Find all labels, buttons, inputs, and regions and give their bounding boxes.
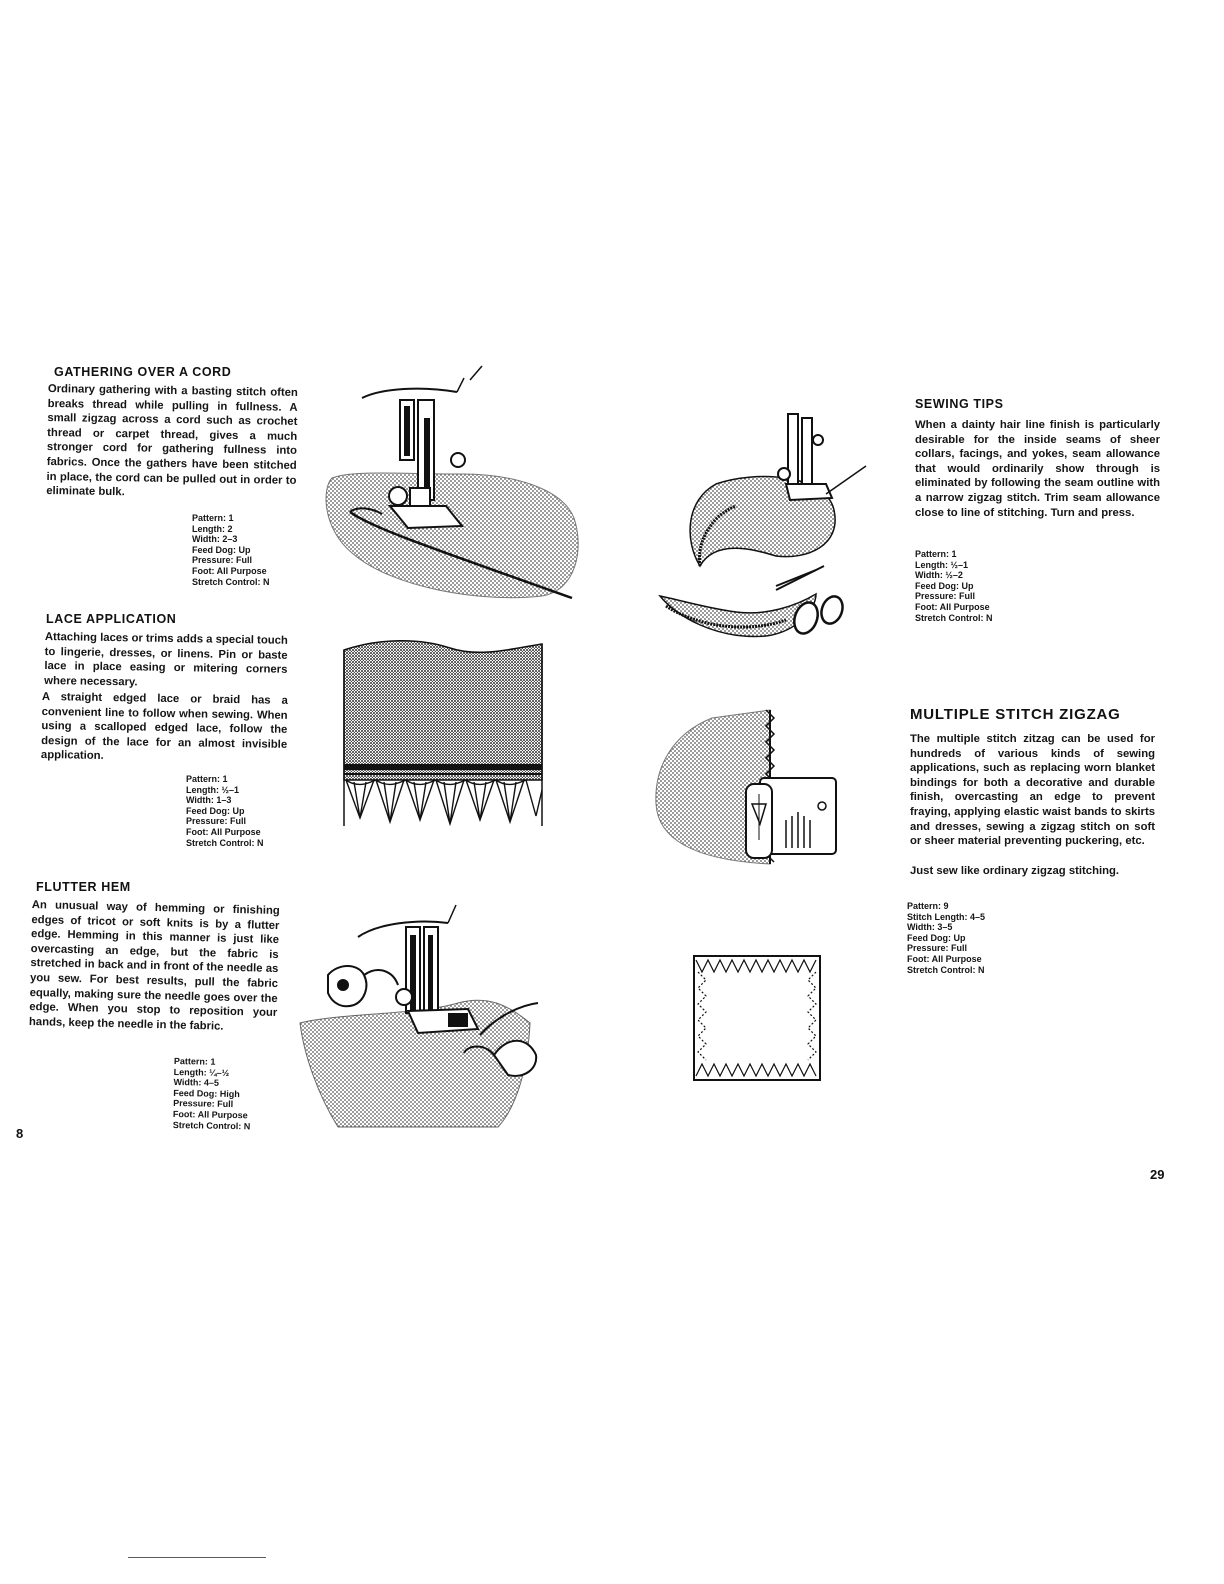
collar-scissors-icon bbox=[656, 410, 868, 656]
multiple-zigzag-settings bbox=[907, 901, 985, 975]
setting-foot: Foot: All Purpose bbox=[907, 953, 982, 964]
setting-width: Width: 1–3 bbox=[186, 795, 232, 806]
setting-stretch-control: Stretch Control: N bbox=[172, 1119, 251, 1131]
setting-stretch-control: Stretch Control: N bbox=[192, 576, 270, 587]
foot-overcast-edge-icon bbox=[652, 708, 842, 868]
gathering-body: Ordinary gathering with a basting stitch often breaks thread while pulling in fullness. A small zigzag across a cord such as crochet thread or carpet thread, gives a much stronger cord for gathering fullness into fabrics. Once the gathers have been stitched in place, the cord can be pulled out in order to eliminate bulk. bbox=[46, 382, 298, 499]
gathering-heading: GATHERING OVER A CORD bbox=[54, 365, 232, 379]
setting-feed-dog: Feed Dog: Up bbox=[907, 932, 966, 943]
sewing-tips-settings bbox=[915, 549, 993, 623]
setting-pressure: Pressure: Full bbox=[192, 555, 253, 566]
sewing-machine-foot-cord-icon bbox=[312, 378, 584, 604]
setting-foot: Foot: All Purpose bbox=[192, 565, 267, 576]
multiple-zigzag-body: The multiple stitch zitzag can be used for hundreds of various kinds of sewing applications, such as replacing worn blanket bindings for both a decorative and durable finish, overcasting an edge to prevent fraying, applying elastic waist bands to skirts and dresses, sewing a zigzag stitch on soft or sheer material preventing puckering, etc. bbox=[910, 733, 1155, 848]
lace-body-2: A straight edged lace or braid has a convenient line to follow when sewing. When using a scalloped edged lace, follow the design of the lace for an almost invisible application. bbox=[40, 690, 288, 763]
hands-fabric-machine-icon bbox=[298, 905, 538, 1127]
setting-foot: Foot: All Purpose bbox=[915, 601, 990, 612]
setting-length: Length: ½–1 bbox=[915, 559, 969, 570]
zigzag-square-icon bbox=[690, 952, 824, 1086]
setting-stretch-control: Stretch Control: N bbox=[186, 837, 264, 848]
lace-trim-icon bbox=[340, 640, 546, 830]
flutter-body: An unusual way of hemming or finishing edges of tricot or soft knits is by a flutter edge. Hemming in this manner is just like overcasting an edge, but the fabric is stretched in back and in front of the needle as you sew. For best results, pull the fabric equally, making sure the needle goes over the edge. When you stop to reposition your hands, keep the needle in the fabric. bbox=[28, 898, 280, 1033]
setting-pattern: Pattern: 1 bbox=[173, 1056, 216, 1067]
setting-pattern: Pattern: 9 bbox=[907, 901, 949, 911]
setting-feed-dog: Feed Dog: Up bbox=[192, 544, 251, 555]
setting-length: Length: ½–1 bbox=[186, 784, 240, 795]
sewing-tips-body: When a dainty hair line finish is particularly desirable for the inside seams of sheer collars, facings, and yokes, seam allowance that would ordinarily show through is eliminated by following the seam outline with a narrow zigzag stitch. Trim seam allowance close to line of stitching. Turn and press. bbox=[915, 419, 1160, 519]
setting-foot: Foot: All Purpose bbox=[172, 1108, 248, 1121]
setting-pressure: Pressure: Full bbox=[186, 816, 247, 827]
setting-feed-dog: Feed Dog: Up bbox=[915, 580, 974, 591]
setting-width: Width: 2–3 bbox=[192, 534, 238, 545]
flutter-settings bbox=[173, 1056, 252, 1131]
setting-feed-dog: Feed Dog: Up bbox=[186, 805, 245, 816]
setting-width: Width: ½–2 bbox=[915, 570, 963, 581]
setting-feed-dog: Feed Dog: High bbox=[173, 1087, 240, 1099]
setting-stretch-control: Stretch Control: N bbox=[907, 964, 985, 975]
setting-pattern: Pattern: 1 bbox=[186, 774, 228, 784]
flutter-heading: FLUTTER HEM bbox=[36, 880, 131, 894]
setting-length: Length: 2 bbox=[192, 523, 233, 534]
page-number-right: 29 bbox=[1150, 1167, 1165, 1182]
setting-foot: Foot: All Purpose bbox=[186, 826, 261, 837]
setting-pressure: Pressure: Full bbox=[173, 1098, 234, 1110]
sewing-tips-heading: SEWING TIPS bbox=[915, 397, 1004, 411]
setting-width: Width: 4–5 bbox=[173, 1077, 220, 1088]
setting-pattern: Pattern: 1 bbox=[915, 549, 957, 559]
gathering-settings bbox=[192, 513, 270, 587]
setting-stretch-control: Stretch Control: N bbox=[915, 612, 993, 623]
setting-pressure: Pressure: Full bbox=[915, 591, 976, 602]
setting-width: Width: 3–5 bbox=[907, 922, 953, 933]
setting-stitch-length: Stitch Length: 4–5 bbox=[907, 911, 986, 922]
page-number-left: 8 bbox=[16, 1126, 24, 1141]
lace-settings bbox=[186, 774, 264, 848]
footer-rule bbox=[128, 1557, 266, 1558]
setting-length: Length: ¼–½ bbox=[173, 1066, 230, 1078]
lace-body: Attaching laces or trims adds a special touch to lingerie, dresses, or linens. Pin or baste lace in place easing or mitering corners where necessary. bbox=[44, 630, 288, 689]
setting-pressure: Pressure: Full bbox=[907, 943, 968, 954]
setting-pattern: Pattern: 1 bbox=[192, 513, 234, 523]
multiple-zigzag-heading: MULTIPLE STITCH ZIGZAG bbox=[910, 706, 1121, 723]
lace-heading: LACE APPLICATION bbox=[46, 612, 177, 626]
multiple-zigzag-body-2: Just sew like ordinary zigzag stitching. bbox=[910, 865, 1120, 877]
